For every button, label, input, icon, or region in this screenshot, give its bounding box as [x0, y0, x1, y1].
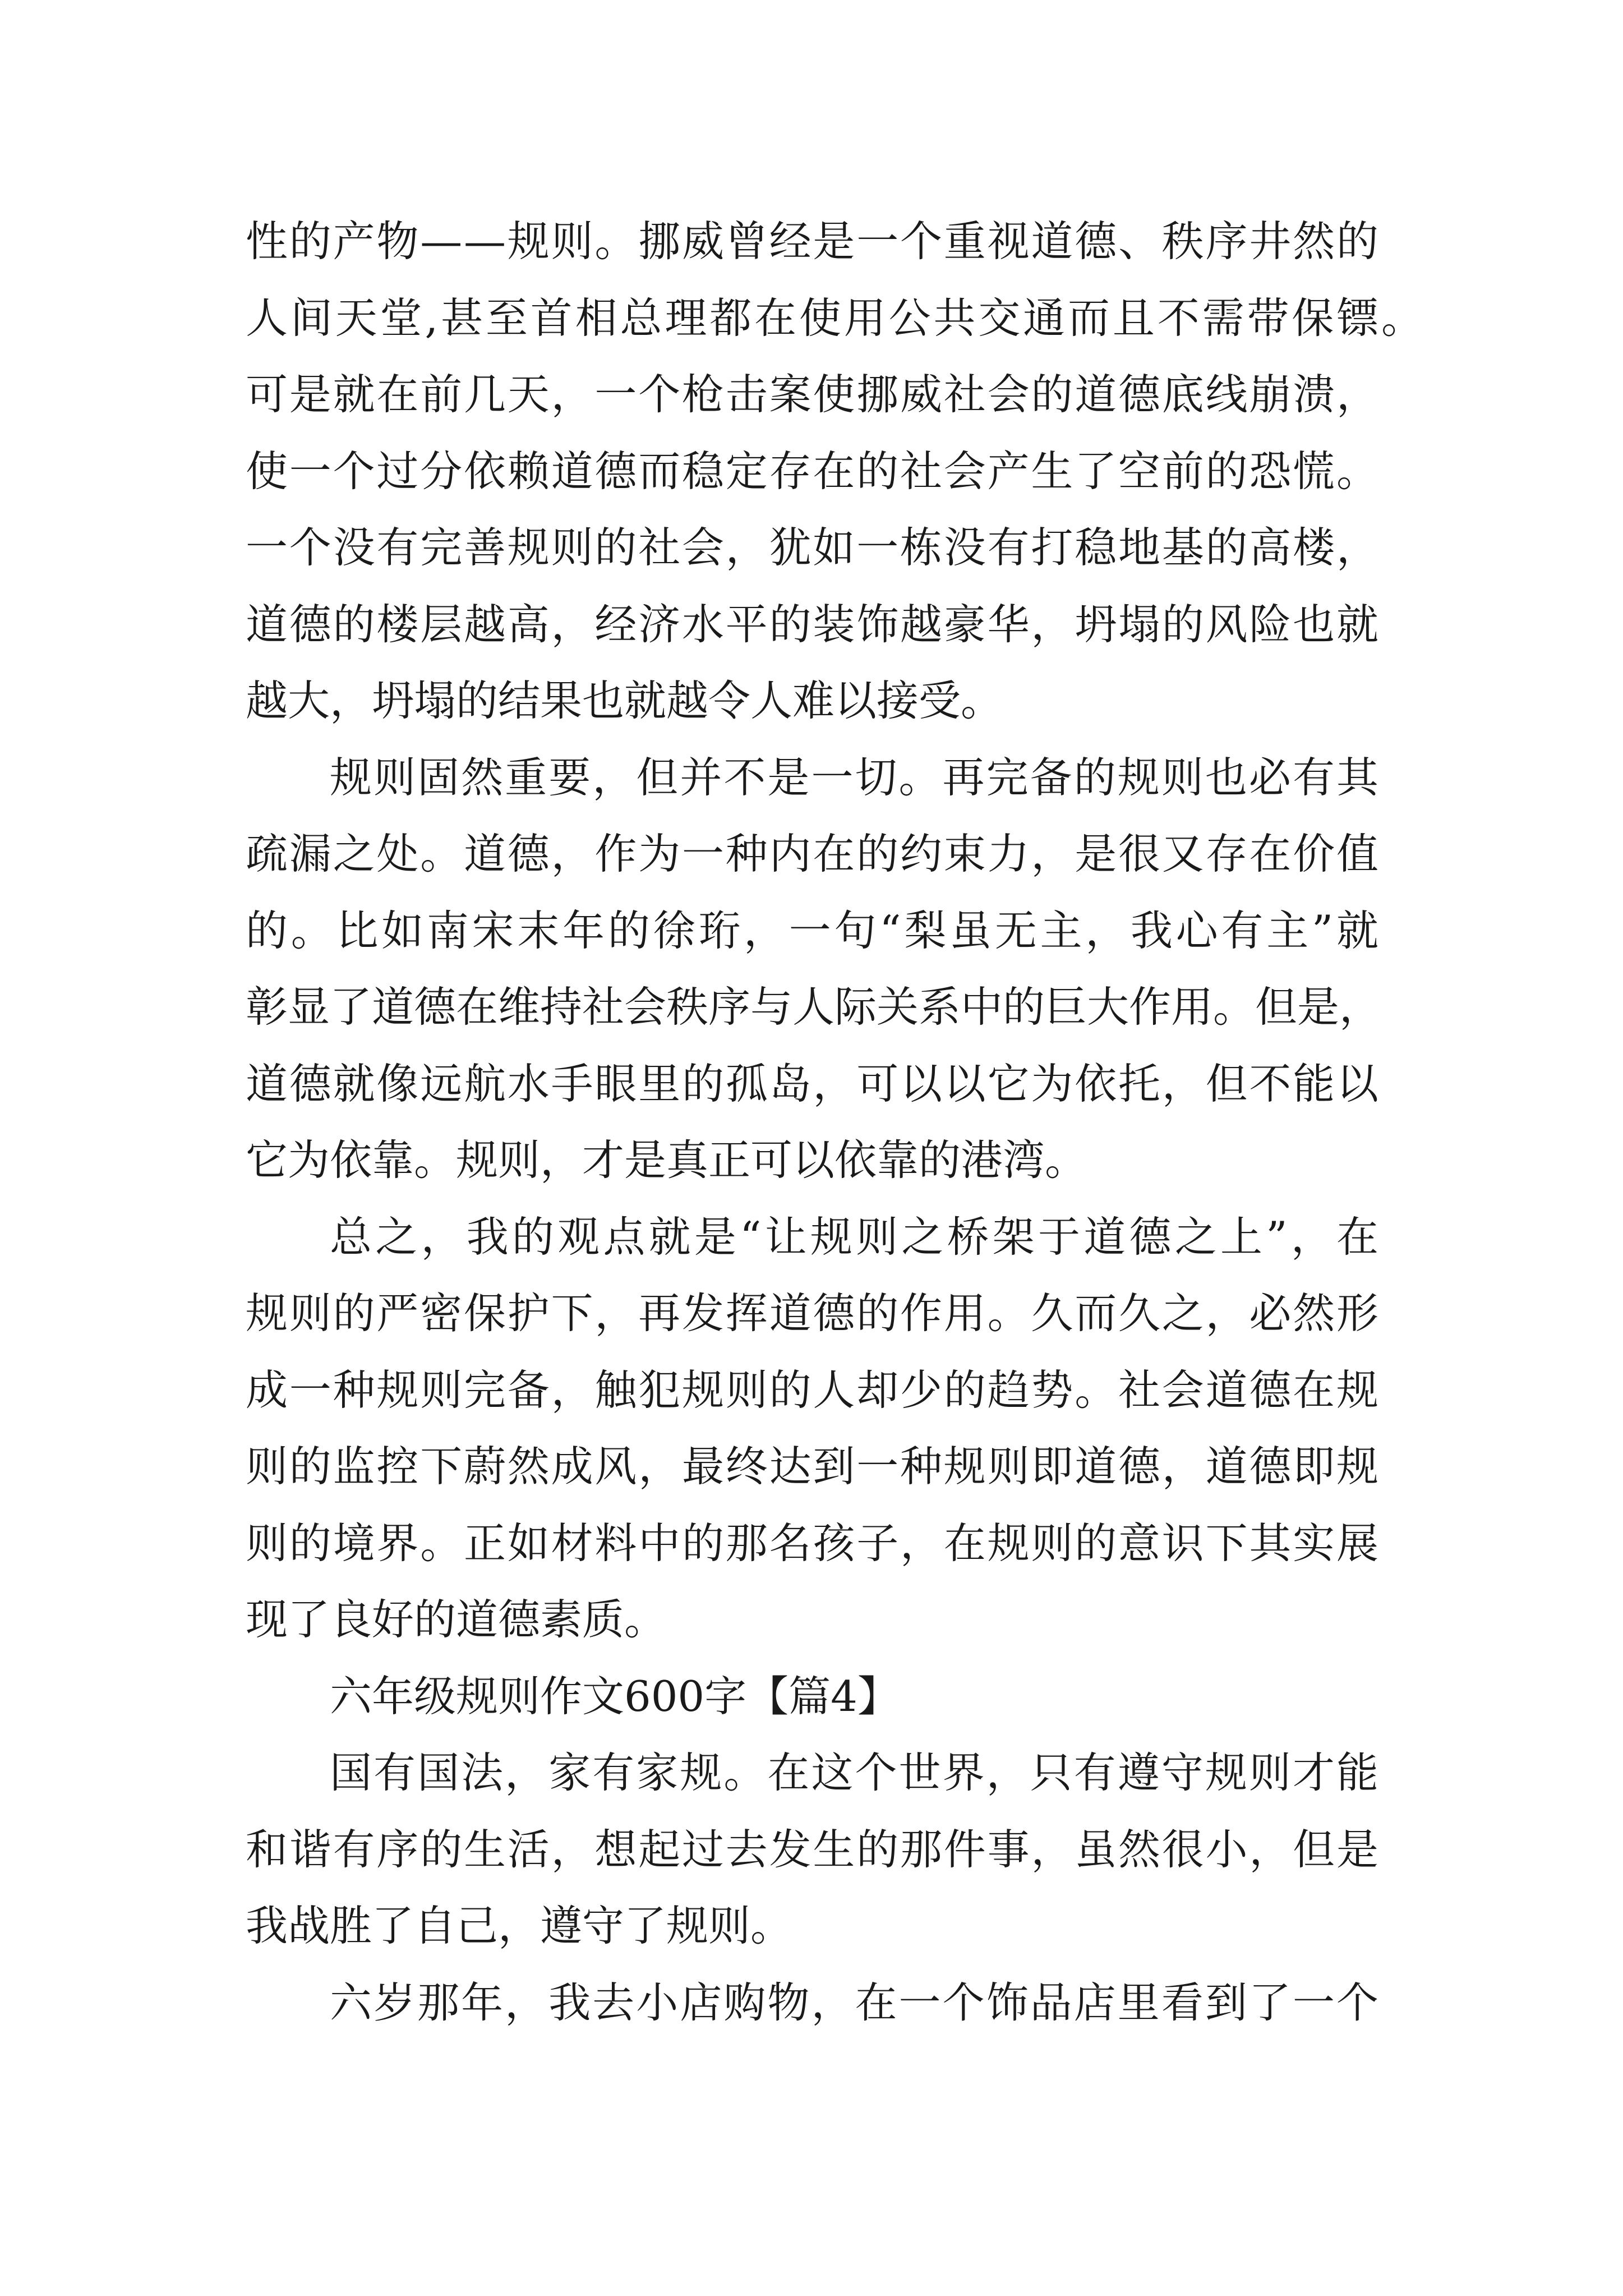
text-line: 规则的严密保护下，再发挥道德的作用。久而久之，必然形 [246, 1289, 1380, 1338]
text-line: 成一种规则完备，触犯规则的人却少的趋势。社会道德在规 [246, 1365, 1380, 1415]
text-line: 国有国法，家有家规。在这个世界，只有遵守规则才能 [330, 1748, 1381, 1797]
text-line: 规则固然重要，但并不是一切。再完备的规则也必有其 [330, 753, 1381, 802]
text-line: 总之，我的观点就是“让规则之桥架于道德之上”，在 [330, 1212, 1382, 1262]
text-line: 人间天堂,甚至首相总理都在使用公共交通而且不需带保镖。 [246, 293, 1426, 343]
text-line: 可是就在前几天，一个枪击案使挪威社会的道德底线崩溃， [246, 370, 1380, 419]
text-line: 道德就像远航水手眼里的孤岛，可以以它为依托，但不能以 [246, 1059, 1380, 1108]
text-line: 则的境界。正如材料中的那名孩子，在规则的意识下其实展 [246, 1519, 1380, 1568]
text-line: 一个没有完善规则的社会，犹如一栋没有打稳地基的高楼， [246, 523, 1380, 572]
text-line: 它为依靠。规则，才是真正可以依靠的港湾。 [246, 1135, 1087, 1185]
text-line: 性的产物——规则。挪威曾经是一个重视道德、秩序井然的 [246, 217, 1380, 266]
text-line: 越大，坍塌的结果也就越令人难以接受。 [246, 676, 1003, 725]
text-line: 使一个过分依赖道德而稳定存在的社会产生了空前的恐慌。 [246, 447, 1380, 496]
text-line: 则的监控下蔚然成风，最终达到一种规则即道德，道德即规 [246, 1442, 1380, 1491]
section-heading: 六年级规则作文600字【篇4】 [330, 1672, 900, 1721]
text-line: 疏漏之处。道德，作为一种内在的约束力，是很又存在价值 [246, 829, 1380, 878]
text-line: 六岁那年，我去小店购物，在一个饰品店里看到了一个 [330, 1978, 1381, 2027]
text-line: 道德的楼层越高，经济水平的装饰越豪华，坍塌的风险也就 [246, 600, 1380, 649]
text-line: 彰显了道德在维持社会秩序与人际关系中的巨大作用。但是， [246, 982, 1382, 1032]
text-line: 和谐有序的生活，想起过去发生的那件事，虽然很小，但是 [246, 1825, 1380, 1874]
text-line: 的。比如南宋末年的徐珩，一句“梨虽无主，我心有主”就 [246, 906, 1382, 955]
text-line: 现了良好的道德素质。 [246, 1595, 667, 1644]
text-line: 我战胜了自己，遵守了规则。 [246, 1901, 793, 1950]
